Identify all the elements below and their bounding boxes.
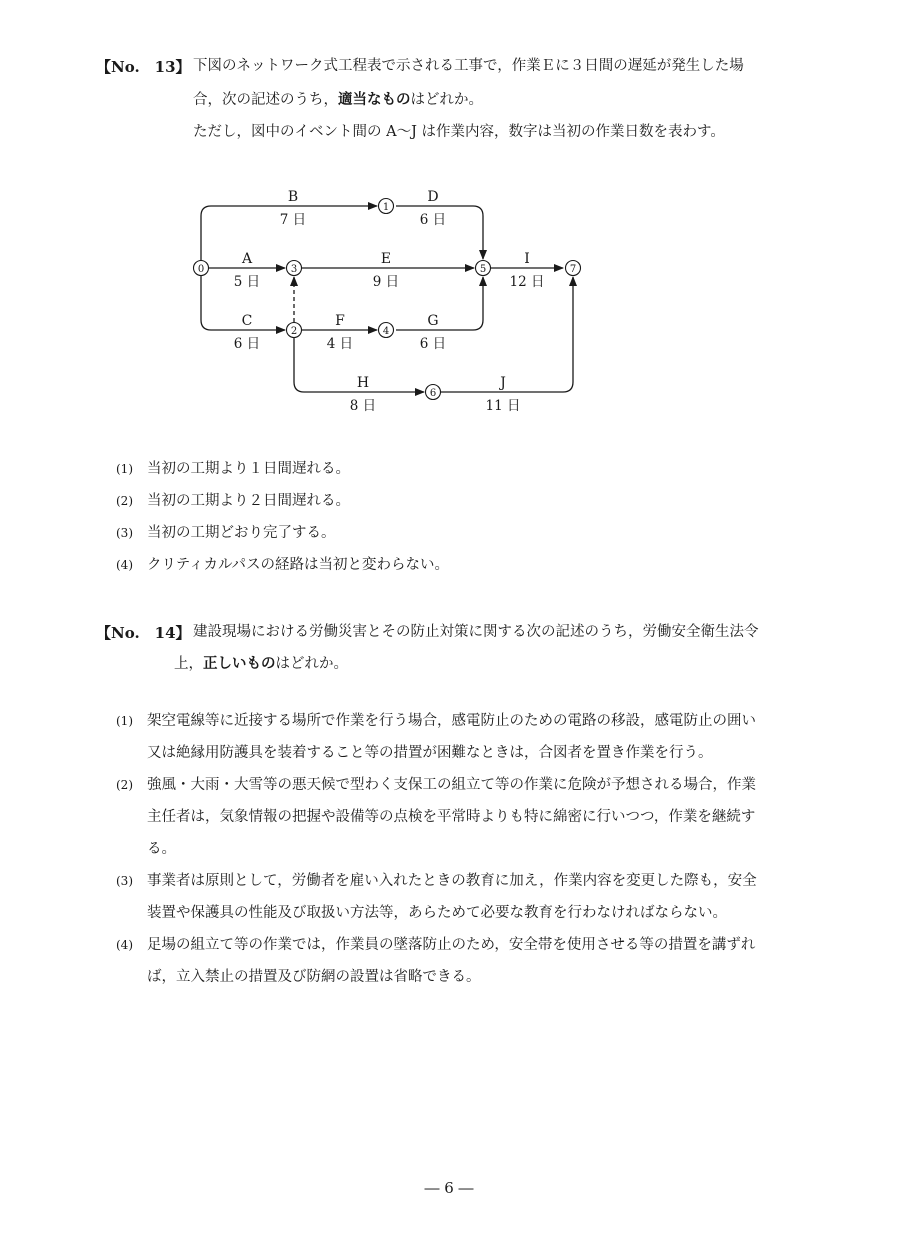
question-14-label: 【No. 14】: [96, 624, 191, 642]
activity-D-name: D: [427, 189, 439, 205]
activity-B-days: 7 日: [279, 212, 307, 228]
q14-choice-3-line-1: 事業者は原則として，労働者を雇い入れたときの教育に加え，作業内容を変更した際も，安全: [147, 873, 757, 889]
question-14-line-1: 建設現場における労働災害とその防止対策に関する次の記述のうち，労働安全衛生法令: [193, 624, 759, 640]
q13-choice-1-text: 当初の工期より１日間遅れる。: [147, 461, 350, 477]
event-node-6-label: 6: [429, 388, 437, 399]
q14-choice-1-number: (1): [116, 714, 133, 728]
q14-choice-2-line-2: 主任者は，気象情報の把握や設備等の点検を平常時よりも特に綿密に行いつつ，作業を継続す: [147, 809, 756, 825]
activity-E-name: E: [380, 251, 392, 267]
activity-H-name: H: [356, 375, 370, 391]
activity-A-days: 5 日: [233, 274, 261, 290]
activity-J-arrow: [441, 277, 573, 392]
q13-choice-4-number: (4): [116, 558, 133, 572]
question-14-line-2: [174, 649, 348, 679]
question-13-line-2-post: はどれか。: [410, 92, 483, 108]
network-diagram: [0, 0, 898, 440]
activity-B-name: B: [287, 189, 299, 205]
question-13-emphasis: 適当なもの: [338, 92, 411, 108]
activity-C-days: 6 日: [233, 336, 261, 352]
event-node-3-label: 3: [290, 264, 298, 275]
q14-choice-1-line-1: 架空電線等に近接する場所で作業を行う場合，感電防止のための電路の移設，感電防止の囲い: [147, 713, 756, 729]
q13-choice-4-text: クリティカルパスの経路は当初と変わらない。: [147, 557, 450, 573]
activity-G-days: 6 日: [419, 336, 447, 352]
question-14-line-2-pre: 上，: [174, 656, 203, 672]
event-node-5-label: 5: [479, 264, 487, 275]
question-13-line-2-pre: 合，次の記述のうち，: [193, 92, 338, 108]
q14-choice-2-line-3: る。: [147, 841, 176, 857]
q13-choice-1-number: (1): [116, 462, 133, 476]
question-13-line-3: ただし，図中のイベント間の A～J は作業内容，数字は当初の作業日数を表わす。: [193, 124, 725, 140]
q13-choice-3-text: 当初の工期どおり完了する。: [147, 525, 336, 541]
activity-J-name: J: [500, 375, 506, 391]
activity-E-days: 9 日: [372, 274, 400, 290]
question-14-emphasis: 正しいもの: [203, 656, 276, 672]
activity-F-days: 4 日: [326, 336, 354, 352]
q14-choice-4-line-1: 足場の組立て等の作業では，作業員の墜落防止のため，安全帯を使用させる等の措置を講ずれ: [147, 937, 756, 953]
question-13-label: 【No. 13】: [96, 58, 191, 76]
q13-choice-2-text: 当初の工期より２日間遅れる。: [147, 493, 350, 509]
page-number: ― 6 ―: [424, 1179, 474, 1197]
activity-F-name: F: [335, 313, 345, 329]
q13-choice-3-number: (3): [116, 526, 133, 540]
activity-I-days: 12 日: [509, 274, 545, 290]
activity-G-arrow: [396, 277, 483, 330]
activity-G-name: G: [427, 313, 439, 329]
event-node-4-label: 4: [382, 326, 390, 337]
event-node-7-label: 7: [569, 264, 577, 275]
q14-choice-3-line-2: 装置や保護具の性能及び取扱い方法等，あらためて必要な教育を行わなければならない。: [147, 905, 727, 921]
q14-choice-4-line-2: ば，立入禁止の措置及び防網の設置は省略できる。: [147, 969, 481, 985]
q14-choice-1-line-2: 又は絶縁用防護具を装着すること等の措置が困難なときは，合図者を置き作業を行う。: [147, 745, 713, 761]
activity-J-days: 11 日: [485, 398, 521, 414]
q14-choice-2-line-1: 強風・大雨・大雪等の悪天候で型わく支保工の組立て等の作業に危険が予想される場合，作業: [147, 777, 756, 793]
activity-A-name: A: [241, 251, 253, 267]
event-node-0-label: 0: [197, 264, 205, 275]
activity-H-days: 8 日: [349, 398, 377, 414]
event-node-2-label: 2: [290, 326, 298, 337]
event-node-1-label: 1: [382, 202, 390, 213]
q14-choice-2-number: (2): [116, 778, 133, 792]
activity-D-days: 6 日: [419, 212, 447, 228]
q14-choice-4-number: (4): [116, 938, 133, 952]
q13-choice-2-number: (2): [116, 494, 133, 508]
activity-I-name: I: [524, 251, 530, 267]
activity-C-name: C: [241, 313, 253, 329]
q14-choice-3-number: (3): [116, 874, 133, 888]
question-14-line-2-post: はどれか。: [275, 656, 348, 672]
question-13-line-1: 下図のネットワーク式工程表で示される工事で，作業Ｅに３日間の遅延が発生した場: [193, 58, 744, 74]
